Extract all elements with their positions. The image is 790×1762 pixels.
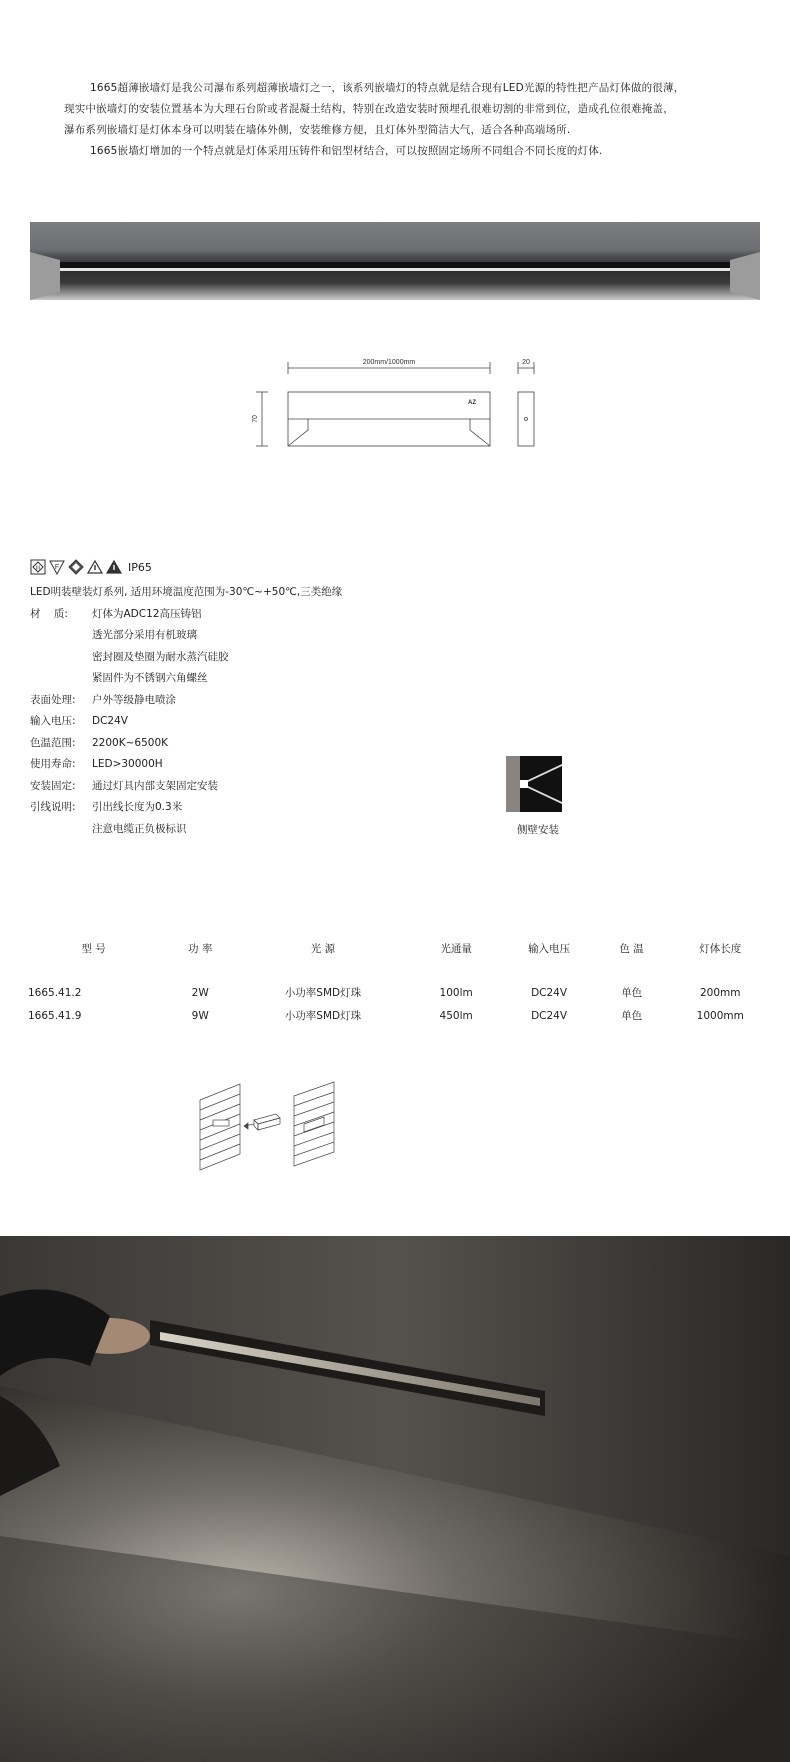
table-cell: 1665.41.9	[28, 1009, 82, 1022]
column-header: 型 号	[81, 942, 106, 955]
intro-text	[64, 78, 754, 162]
product-marking: AZ	[468, 400, 476, 406]
spec-label: 表面处理:	[30, 693, 76, 706]
spec-label: 输入电压:	[30, 715, 76, 727]
class-iii-icon	[30, 559, 46, 575]
spec-row	[30, 733, 342, 755]
table-cell: 100lm	[439, 986, 473, 999]
column-header: 灯体长度	[699, 942, 742, 955]
spec-intro: LED明装壁装灯系列, 适用环境温度范围为-30℃~+50℃,三类绝缘	[30, 586, 343, 598]
spec-label: 安装固定:	[30, 779, 76, 792]
spec-value: 透光部分采用有机玻璃	[92, 629, 197, 641]
svg-text:F: F	[54, 564, 60, 571]
intro-para1-line2: 现实中嵌墙灯的安装位置基本为大理石台阶或者混凝土结构，特别在改造安装时预埋孔很难切割的非常到位，造成孔位很难掩盖，	[64, 103, 674, 115]
spec-value: 2200K~6500K	[92, 736, 169, 749]
spec-value: 通过灯具内部支架固定安装	[92, 779, 218, 792]
table-cell: 1000mm	[696, 1009, 744, 1022]
warning-icon	[106, 559, 122, 575]
warning-icon	[87, 559, 103, 575]
column-header: 输入电压	[528, 942, 571, 955]
spec-label: 使用寿命:	[30, 758, 76, 770]
table-row	[18, 981, 778, 1004]
column-header: 功 率	[188, 942, 213, 955]
spec-value: 引出线长度为0.3米	[92, 801, 183, 813]
installation-diagram	[198, 1080, 343, 1175]
install-label: 侧壁安装	[517, 824, 559, 836]
table-header-row	[18, 935, 778, 961]
side-wall-install-icon	[506, 756, 562, 812]
spec-value: LED>30000H	[92, 758, 163, 770]
spec-value: 注意电缆正负极标识	[92, 822, 187, 835]
spec-row	[30, 604, 342, 626]
spec-row	[30, 754, 342, 776]
spec-value: 灯体为ADC12高压铸铝	[92, 607, 202, 620]
spec-label: 材 质:	[30, 607, 68, 620]
spec-row	[30, 711, 342, 733]
certification-row	[30, 556, 152, 578]
spec-row	[30, 776, 342, 798]
install-method	[506, 756, 566, 837]
table-cell: 小功率SMD灯珠	[284, 987, 362, 999]
table-cell: DC24V	[531, 986, 568, 999]
height-dimension: 70	[252, 415, 259, 423]
table-cell: 1665.41.2	[28, 986, 82, 999]
f-mark-icon	[49, 559, 65, 575]
table-cell: 单色	[621, 987, 643, 999]
spec-label	[30, 625, 92, 647]
svg-text:III: III	[35, 565, 41, 572]
column-header: 色 温	[619, 942, 644, 955]
spec-value: DC24V	[92, 715, 128, 727]
table-cell: 200mm	[700, 986, 741, 999]
depth-dimension: 20	[522, 359, 530, 366]
model-table	[18, 935, 778, 1027]
spec-row	[30, 690, 342, 712]
table-cell: 9W	[191, 1009, 209, 1022]
table-cell: 450lm	[439, 1009, 473, 1022]
table-cell: 单色	[621, 1010, 643, 1022]
spec-value: 紧固件为不锈钢六角螺丝	[92, 672, 208, 684]
spec-value: 户外等级静电喷涂	[92, 693, 176, 706]
spec-label	[30, 647, 92, 669]
table-cell: DC24V	[531, 1009, 568, 1022]
column-header: 光通量	[440, 942, 472, 955]
intro-para2: 1665嵌墙灯增加的一个特点就是灯体采用压铸件和铝型材结合，可以按照固定场所不同组合不同长度的灯体.	[90, 145, 603, 157]
spec-label	[30, 668, 92, 690]
ip-rating: IP65	[128, 560, 152, 574]
spec-row	[30, 625, 342, 647]
dimension-drawing	[240, 350, 540, 460]
spec-row	[30, 668, 342, 690]
spec-row	[30, 647, 342, 669]
diamond-icon	[68, 559, 84, 575]
spec-value: 密封圈及垫圈为耐水蒸汽硅胶	[92, 650, 229, 663]
spec-label	[30, 819, 92, 841]
column-header: 光 源	[310, 942, 336, 955]
spec-label: 色温范围:	[30, 736, 76, 749]
spec-label: 引线说明:	[30, 801, 76, 813]
spec-list	[30, 582, 342, 840]
table-cell: 小功率SMD灯珠	[284, 1010, 362, 1022]
length-dimension: 200mm/1000mm	[362, 359, 416, 366]
intro-para1-line3: 瀑布系列嵌墙灯是灯体本身可以明装在墙体外侧，安装维修方便，且灯体外型简洁大气，适合各种高端场所.	[64, 124, 571, 136]
spec-row	[30, 819, 342, 841]
intro-para1-line1: 1665超薄嵌墙灯是我公司瀑布系列超薄嵌墙灯之一，该系列嵌墙灯的特点就是结合现有LED光源的特性把产品灯体做的很薄，	[90, 82, 685, 94]
table-row	[18, 1004, 778, 1027]
product-photo-installed	[0, 1236, 790, 1762]
spec-row	[30, 797, 342, 819]
table-cell: 2W	[191, 986, 209, 999]
product-photo-top	[30, 222, 760, 300]
